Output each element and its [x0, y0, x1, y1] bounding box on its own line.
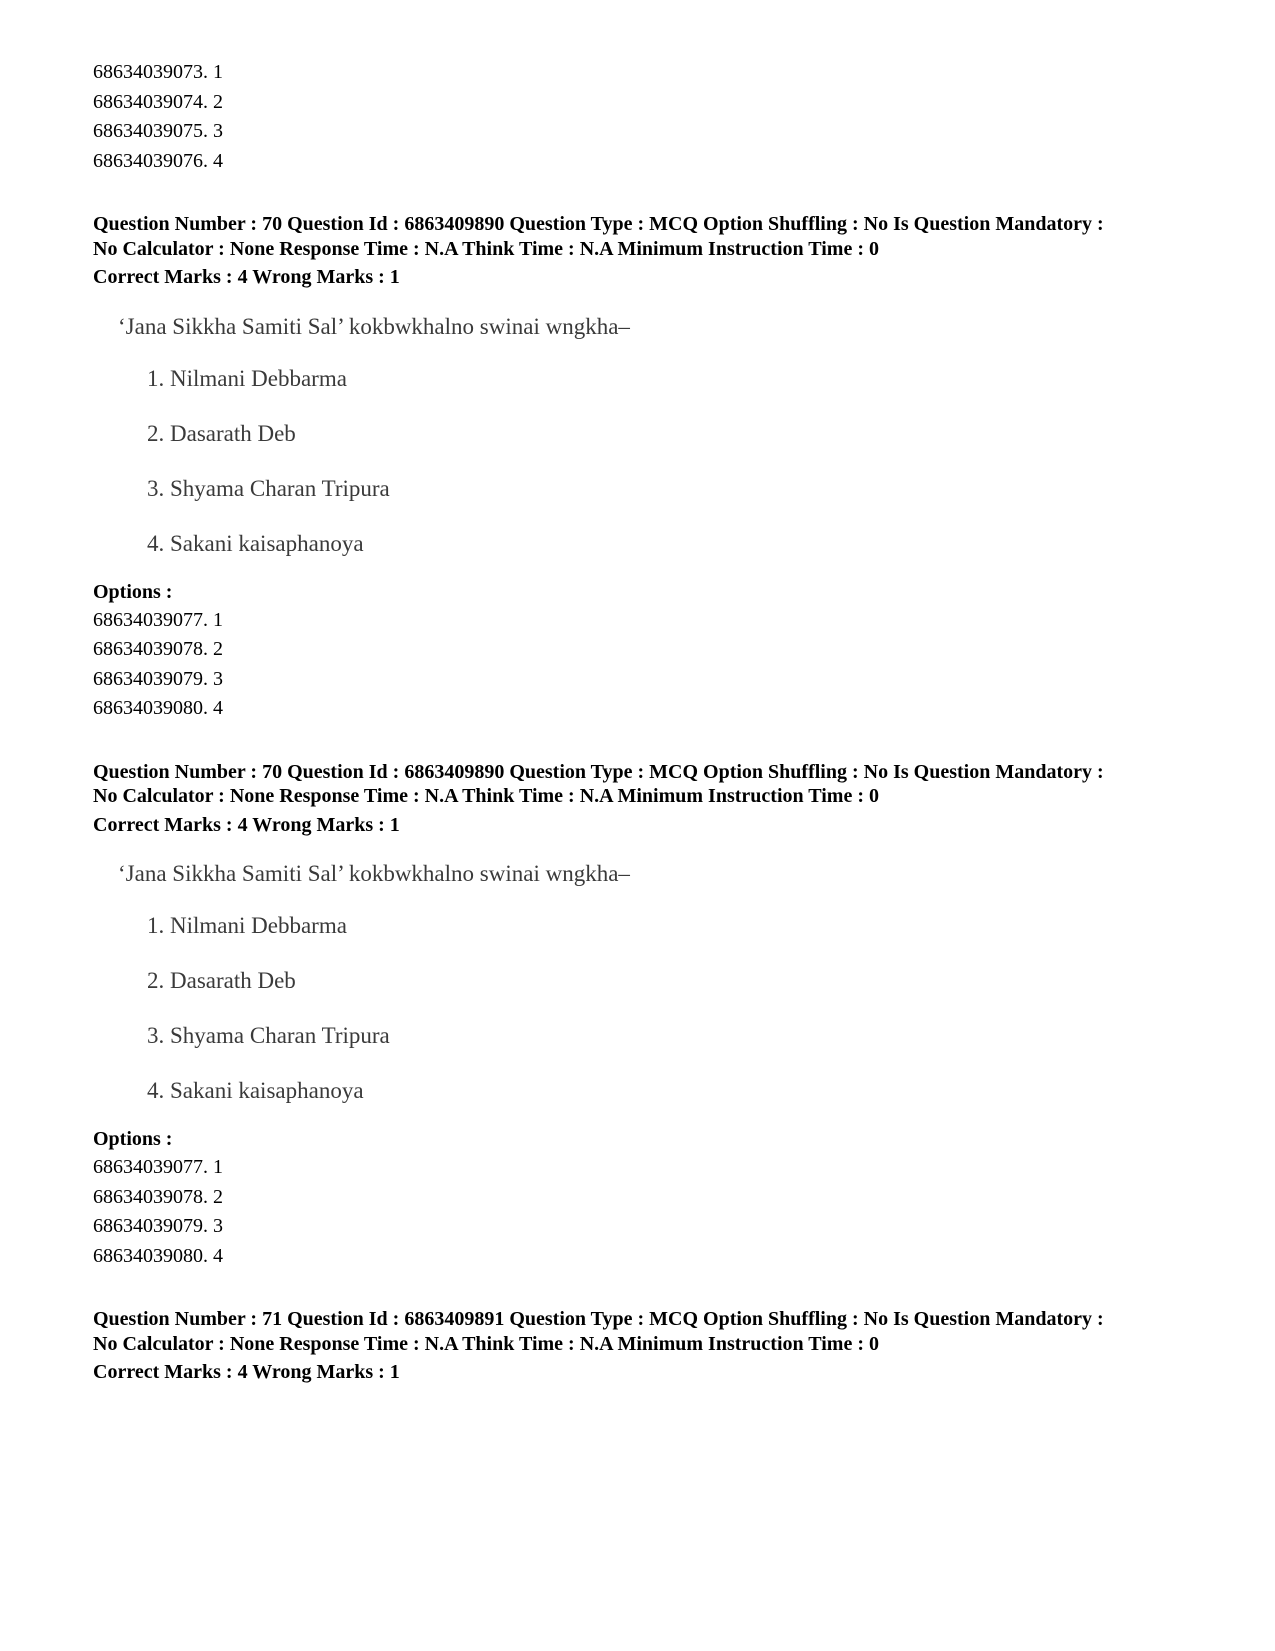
- choice-item: 4. Sakani kaisaphanoya: [147, 1078, 364, 1103]
- option-line: 68634039074. 2: [93, 90, 223, 113]
- option-line: 68634039079. 3: [93, 667, 223, 690]
- question-meta-line-2: No Calculator : None Response Time : N.A Think Time : N.A Minimum Instruction Time : 0: [93, 785, 879, 807]
- document-page: [93, 58, 1213, 1385]
- option-line: 68634039079. 3: [93, 1215, 223, 1237]
- choice-item: 3. Shyama Charan Tripura: [147, 1023, 390, 1048]
- question-meta-line-2: No Calculator : None Response Time : N.A Think Time : N.A Minimum Instruction Time : 0: [93, 237, 879, 260]
- choice-item: 2. Dasarath Deb: [147, 968, 296, 993]
- option-line: 68634039077. 1: [93, 608, 223, 631]
- choice-item: 1. Nilmani Debbarma: [147, 365, 347, 391]
- choice-item: 2. Dasarath Deb: [147, 420, 296, 446]
- option-line: 68634039076. 4: [93, 149, 223, 172]
- question-text: ‘Jana Sikkha Samiti Sal’ kokbwkhalno swinai wngkha–: [118, 861, 630, 886]
- choice-item: 1. Nilmani Debbarma: [147, 913, 347, 938]
- question-meta-line-1: Question Number : 71 Question Id : 6863409891 Question Type : MCQ Option Shuffling : No Is Question Mandatory :: [93, 1308, 1104, 1330]
- question-image: [118, 312, 1213, 559]
- choice-item: 4. Sakani kaisaphanoya: [147, 530, 364, 556]
- question-block: [93, 760, 1213, 1272]
- options-list: [93, 1153, 1213, 1271]
- question-marks: Correct Marks : 4 Wrong Marks : 1: [93, 1361, 400, 1383]
- question-text: ‘Jana Sikkha Samiti Sal’ kokbwkhalno swinai wngkha–: [118, 313, 630, 339]
- choice-item: 3. Shyama Charan Tripura: [147, 475, 390, 501]
- question-meta-line-1: Question Number : 70 Question Id : 6863409890 Question Type : MCQ Option Shuffling : No Is Question Mandatory :: [93, 760, 1104, 783]
- options-label: Options :: [93, 580, 173, 603]
- question-meta-line-1: Question Number : 70 Question Id : 6863409890 Question Type : MCQ Option Shuffling : No Is Question Mandatory :: [93, 213, 1104, 235]
- question-marks: Correct Marks : 4 Wrong Marks : 1: [93, 266, 400, 288]
- question-meta-line-2: No Calculator : None Response Time : N.A Think Time : N.A Minimum Instruction Time : 0: [93, 1332, 879, 1355]
- option-line: 68634039078. 2: [93, 1185, 223, 1208]
- question-block: [93, 1307, 1213, 1385]
- option-line: 68634039080. 4: [93, 1244, 223, 1267]
- option-line: 68634039075. 3: [93, 120, 223, 142]
- question-marks: Correct Marks : 4 Wrong Marks : 1: [93, 813, 400, 836]
- question-block: [93, 212, 1213, 724]
- option-line: 68634039073. 1: [93, 61, 223, 83]
- question-image: [118, 859, 1213, 1106]
- option-line: 68634039077. 1: [93, 1156, 223, 1178]
- previous-options-list: [93, 58, 1213, 176]
- option-line: 68634039078. 2: [93, 638, 223, 660]
- options-label: Options :: [93, 1128, 173, 1150]
- options-list: [93, 606, 1213, 724]
- option-line: 68634039080. 4: [93, 697, 223, 719]
